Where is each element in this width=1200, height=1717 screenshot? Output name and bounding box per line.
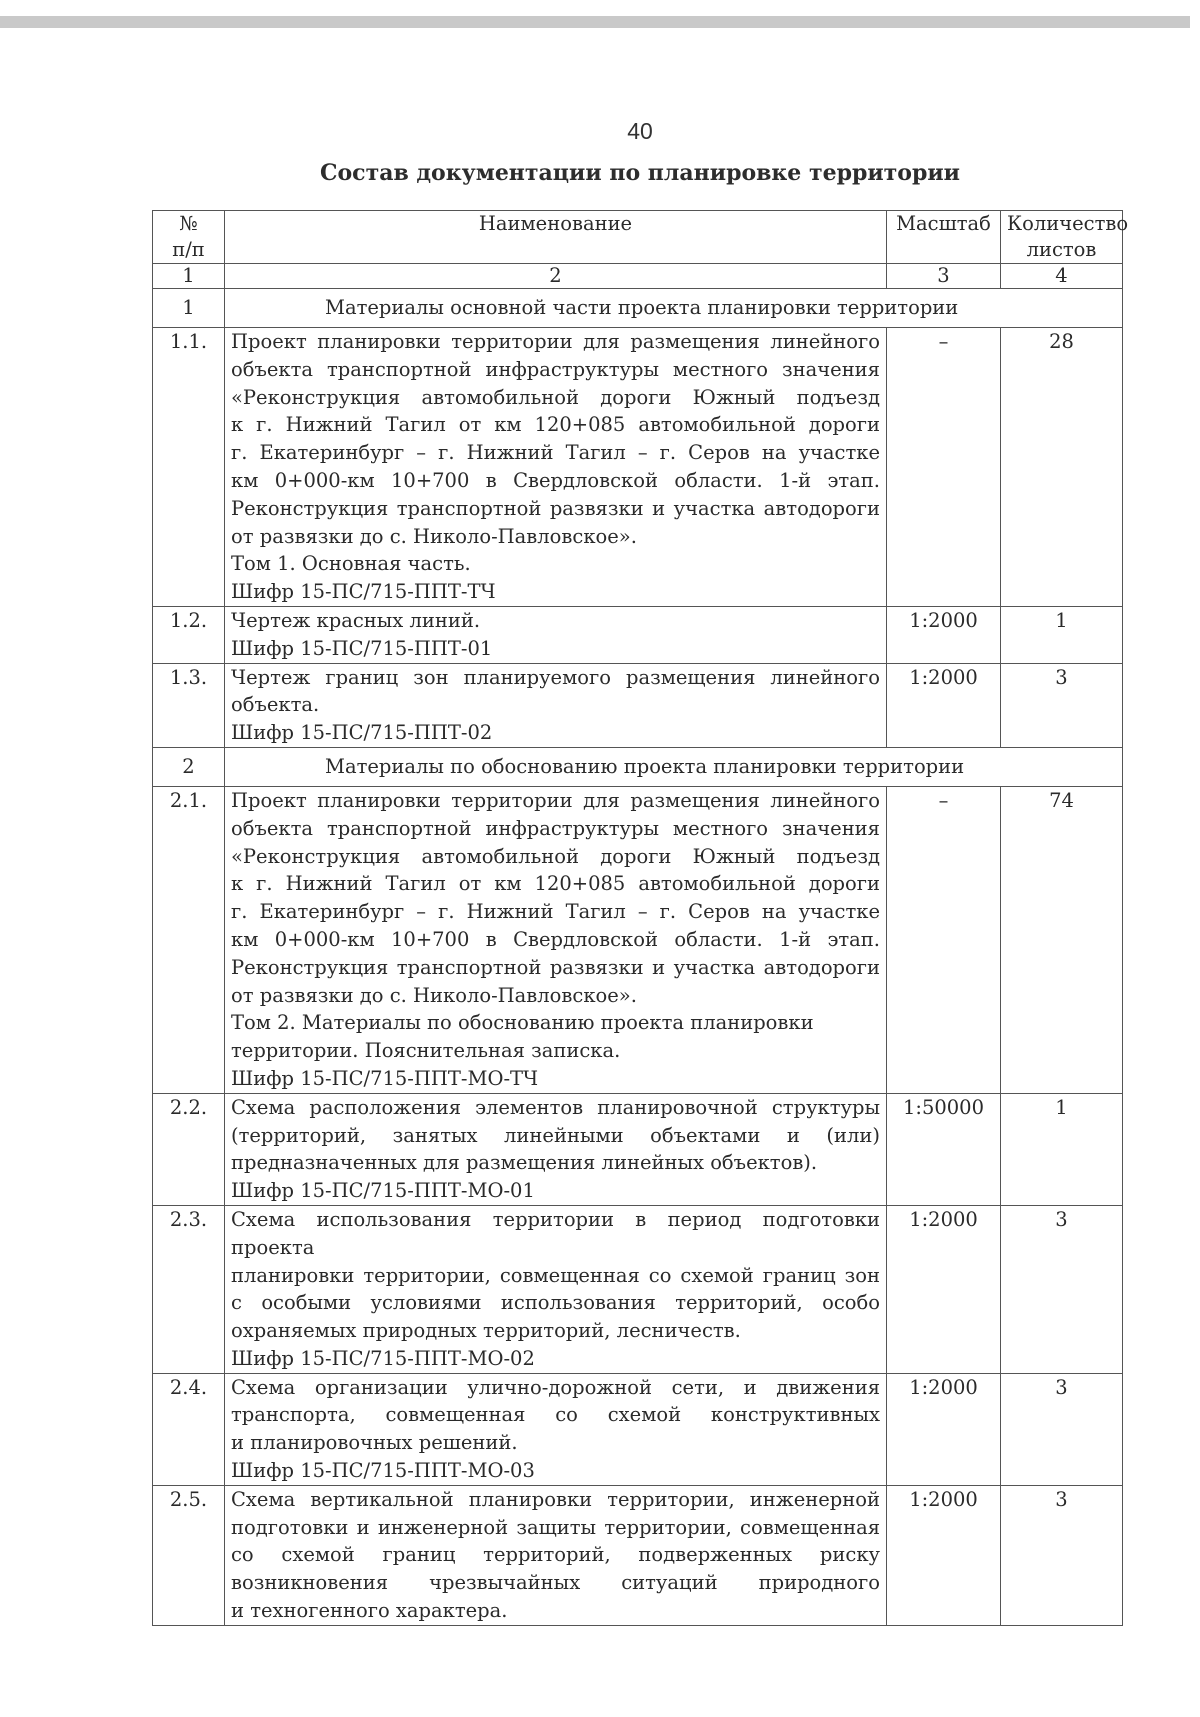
document-name-line: Шифр 15-ПС/715-ППТ-МО-02 — [231, 1346, 535, 1370]
row-number: 1.1. — [153, 328, 225, 607]
header-num-line-2: п/п — [172, 238, 205, 261]
row-number: 2.1. — [153, 786, 225, 1093]
row-sheet-count: 3 — [1001, 1205, 1123, 1373]
document-name-line: «Реконструкция автомобильной дороги Южный подъезд — [231, 385, 880, 409]
table-row — [153, 328, 1123, 607]
document-name-line: территории. Пояснительная записка. — [231, 1039, 621, 1063]
document-name-line: г. Екатеринбург – г. Нижний Тагил – г. Серов на участке — [231, 441, 880, 465]
row-scale: 1:2000 — [887, 1373, 1001, 1485]
row-sheet-count: 28 — [1001, 328, 1123, 607]
table-header-row — [153, 211, 1123, 264]
row-document-name — [225, 1373, 887, 1485]
document-name-line: от развязки до с. Николо-Павловское». — [231, 983, 637, 1007]
header-name: Наименование — [225, 211, 887, 264]
document-name-line: подготовки и инженерной защиты территории, совмещенная — [231, 1515, 880, 1539]
table-row — [153, 1093, 1123, 1205]
section-row — [153, 289, 1123, 328]
row-scale: 1:50000 — [887, 1093, 1001, 1205]
row-scale: 1:2000 — [887, 1485, 1001, 1625]
table-row — [153, 786, 1123, 1093]
page-number: 40 — [627, 118, 653, 144]
column-number-1: 1 — [153, 264, 225, 289]
document-name-line: предназначенных для размещения линейных объектов). — [231, 1151, 818, 1175]
table-row — [153, 663, 1123, 747]
document-name-line: г. Екатеринбург – г. Нижний Тагил – г. Серов на участке — [231, 900, 880, 924]
header-num-line-1: № — [179, 212, 198, 235]
row-sheet-count: 3 — [1001, 1373, 1123, 1485]
header-scale: Масштаб — [887, 211, 1001, 264]
document-name-line: объекта транспортной инфраструктуры местного значения — [231, 816, 880, 840]
document-name-line: с особыми условиями использования территорий, особо — [231, 1291, 880, 1315]
row-number: 2.5. — [153, 1485, 225, 1625]
document-name-line: Реконструкция транспортной развязки и участка автодороги — [231, 496, 880, 520]
document-name-line: объекта. — [231, 693, 320, 717]
section-title: Материалы основной части проекта планировки территории — [225, 289, 1123, 328]
document-name-line: охраняемых природных территорий, лесничеств. — [231, 1319, 741, 1343]
row-scale: 1:2000 — [887, 606, 1001, 663]
document-title: Состав документации по планировке территории — [319, 160, 960, 186]
row-scale: 1:2000 — [887, 663, 1001, 747]
document-name-line: и планировочных решений. — [231, 1431, 518, 1455]
row-sheet-count: 1 — [1001, 1093, 1123, 1205]
document-name-line: Шифр 15-ПС/715-ППТ-МО-ТЧ — [231, 1066, 539, 1090]
section-title: Материалы по обоснованию проекта планировки территории — [225, 747, 1123, 786]
row-sheet-count: 3 — [1001, 1485, 1123, 1625]
row-sheet-count: 1 — [1001, 606, 1123, 663]
table-row — [153, 1485, 1123, 1625]
document-name-line: Шифр 15-ПС/715-ППТ-02 — [231, 721, 493, 745]
table-body — [153, 289, 1123, 1626]
document-name-line: со схемой границ территорий, подверженных риску — [231, 1543, 880, 1567]
document-name-line: Схема организации улично-дорожной сети, и движения — [231, 1375, 880, 1399]
document-name-line: к г. Нижний Тагил от км 120+085 автомобильной дороги — [231, 872, 880, 896]
table-row — [153, 606, 1123, 663]
scan-top-edge — [0, 16, 1190, 28]
row-sheet-count: 3 — [1001, 663, 1123, 747]
document-name-line: Шифр 15-ПС/715-ППТ-ТЧ — [231, 580, 496, 604]
header-sheets-line-2: листов — [1026, 238, 1097, 261]
row-document-name — [225, 1205, 887, 1373]
document-name-line: от развязки до с. Николо-Павловское». — [231, 524, 637, 548]
document-name-line: «Реконструкция автомобильной дороги Южный подъезд — [231, 844, 880, 868]
row-document-name — [225, 328, 887, 607]
table-row — [153, 1373, 1123, 1485]
document-name-line: Схема расположения элементов планировочной структуры — [231, 1095, 880, 1119]
document-name-line: Шифр 15-ПС/715-ППТ-01 — [231, 636, 493, 660]
row-document-name — [225, 1485, 887, 1625]
document-name-line: транспорта, совмещенная со схемой конструктивных — [231, 1403, 880, 1427]
document-name-line: Том 1. Основная часть. — [231, 552, 471, 576]
row-sheet-count: 74 — [1001, 786, 1123, 1093]
row-number: 1.3. — [153, 663, 225, 747]
section-row — [153, 747, 1123, 786]
row-number: 1.2. — [153, 606, 225, 663]
column-number-row — [153, 264, 1123, 289]
section-number: 2 — [153, 747, 225, 786]
document-name-line: Реконструкция транспортной развязки и участка автодороги — [231, 955, 880, 979]
column-number-4: 4 — [1001, 264, 1123, 289]
row-scale: – — [887, 786, 1001, 1093]
document-name-line: Чертеж границ зон планируемого размещения линейного — [231, 665, 880, 689]
column-number-2: 2 — [225, 264, 887, 289]
document-name-line: к г. Нижний Тагил от км 120+085 автомобильной дороги — [231, 413, 880, 437]
documentation-table-wrapper — [152, 210, 1129, 1626]
document-name-line: (территорий, занятых линейными объектами и (или) — [231, 1123, 880, 1147]
document-name-line: Схема использования территории в период подготовки проекта — [231, 1207, 880, 1259]
row-document-name — [225, 786, 887, 1093]
row-document-name — [225, 1093, 887, 1205]
row-document-name — [225, 606, 887, 663]
table-row — [153, 1205, 1123, 1373]
document-name-line: объекта транспортной инфраструктуры местного значения — [231, 357, 880, 381]
row-number: 2.2. — [153, 1093, 225, 1205]
document-name-line: Проект планировки территории для размещения линейного — [231, 788, 880, 812]
document-name-line: Схема вертикальной планировки территории, инженерной — [231, 1487, 880, 1511]
header-num — [153, 211, 225, 264]
row-scale: – — [887, 328, 1001, 607]
document-name-line: планировки территории, совмещенная со схемой границ зон — [231, 1263, 880, 1287]
row-number: 2.4. — [153, 1373, 225, 1485]
section-number: 1 — [153, 289, 225, 328]
document-name-line: км 0+000-км 10+700 в Свердловской области. 1-й этап. — [231, 927, 880, 951]
row-scale: 1:2000 — [887, 1205, 1001, 1373]
document-name-line: Шифр 15-ПС/715-ППТ-МО-01 — [231, 1179, 535, 1203]
document-name-line: и техногенного характера. — [231, 1599, 508, 1623]
document-name-line: Шифр 15-ПС/715-ППТ-МО-03 — [231, 1459, 535, 1483]
document-name-line: Том 2. Материалы по обоснованию проекта планировки — [231, 1011, 814, 1035]
document-name-line: Проект планировки территории для размещения линейного — [231, 330, 880, 353]
document-name-line: Чертеж красных линий. — [231, 608, 481, 632]
documentation-table — [152, 210, 1129, 1626]
document-name-line: возникновения чрезвычайных ситуаций природного — [231, 1571, 880, 1595]
document-name-line: км 0+000-км 10+700 в Свердловской области. 1-й этап. — [231, 468, 880, 492]
header-sheets-line-1: Количество — [1007, 212, 1129, 235]
header-sheets — [1001, 211, 1129, 264]
row-document-name — [225, 663, 887, 747]
row-number: 2.3. — [153, 1205, 225, 1373]
column-number-3: 3 — [887, 264, 1001, 289]
